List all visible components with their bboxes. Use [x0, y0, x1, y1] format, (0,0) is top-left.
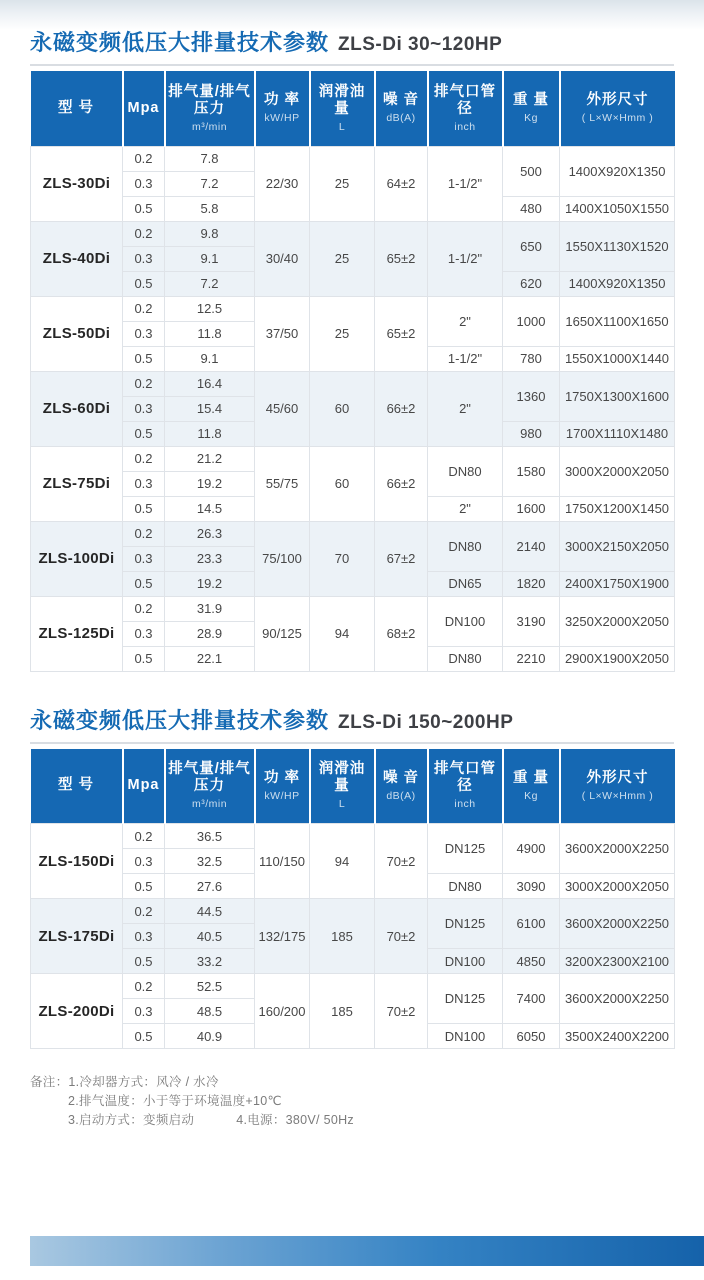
column-header-unit: inch — [454, 120, 476, 133]
dims-cell: 1750X1300X1600 — [560, 371, 675, 421]
column-header-label: Mpa — [127, 777, 160, 794]
oil-cell: 25 — [310, 221, 375, 296]
mpa-cell: 0.3 — [123, 396, 165, 421]
capacity-cell: 36.5 — [165, 824, 255, 849]
dims-cell: 1650X1100X1650 — [560, 296, 675, 346]
column-header — [310, 71, 375, 146]
column-header — [310, 749, 375, 824]
spec-row — [31, 596, 675, 621]
note-text: 3.启动方式：变频启动 — [68, 1113, 195, 1127]
dims-cell: 3000X2000X2050 — [560, 446, 675, 496]
capacity-cell: 21.2 — [165, 446, 255, 471]
oil-cell: 185 — [310, 899, 375, 974]
mpa-cell: 0.5 — [123, 874, 165, 899]
column-header — [123, 749, 165, 824]
capacity-cell: 9.8 — [165, 221, 255, 246]
mpa-cell: 0.3 — [123, 999, 165, 1024]
column-header-label: 润滑油量 — [318, 83, 366, 117]
column-header-label: 噪 音 — [382, 769, 420, 786]
mpa-cell: 0.5 — [123, 271, 165, 296]
column-header-unit: ( L×W×Hmm ) — [581, 112, 654, 125]
oil-cell: 60 — [310, 371, 375, 446]
capacity-cell: 40.9 — [165, 1024, 255, 1049]
weight-cell: 1600 — [503, 496, 560, 521]
column-header-label: 功 率 — [263, 92, 301, 109]
dims-cell: 1750X1200X1450 — [560, 496, 675, 521]
mpa-cell: 0.3 — [123, 849, 165, 874]
pipe-cell: DN125 — [428, 974, 503, 1024]
weight-cell: 6100 — [503, 899, 560, 949]
mpa-cell: 0.5 — [123, 196, 165, 221]
dims-cell: 1700X1110X1480 — [560, 421, 675, 446]
column-header — [255, 749, 310, 824]
column-header-unit: kW/HP — [264, 789, 300, 802]
spec-row — [31, 296, 675, 321]
model-cell: ZLS-30Di — [31, 146, 123, 221]
oil-cell: 94 — [310, 596, 375, 671]
spec-row — [31, 521, 675, 546]
power-cell: 45/60 — [255, 371, 310, 446]
power-cell: 37/50 — [255, 296, 310, 371]
power-cell: 22/30 — [255, 146, 310, 221]
column-header-label: 重 量 — [512, 769, 550, 786]
capacity-cell: 22.1 — [165, 646, 255, 671]
power-cell: 90/125 — [255, 596, 310, 671]
pipe-cell: 2" — [428, 371, 503, 446]
section-title — [30, 704, 674, 735]
column-header — [123, 71, 165, 146]
column-header-unit: m³/min — [191, 120, 228, 133]
dims-cell: 1400X1050X1550 — [560, 196, 675, 221]
weight-cell: 780 — [503, 346, 560, 371]
column-header-label: 型 号 — [57, 777, 95, 794]
capacity-cell: 7.2 — [165, 171, 255, 196]
weight-cell: 480 — [503, 196, 560, 221]
noise-cell: 70±2 — [375, 974, 428, 1049]
dims-cell: 1550X1130X1520 — [560, 221, 675, 271]
capacity-cell: 23.3 — [165, 546, 255, 571]
weight-cell: 7400 — [503, 974, 560, 1024]
column-header — [503, 749, 560, 824]
capacity-cell: 7.8 — [165, 146, 255, 171]
capacity-cell: 9.1 — [165, 246, 255, 271]
capacity-cell: 15.4 — [165, 396, 255, 421]
column-header-unit: Kg — [524, 112, 538, 125]
pipe-cell: DN100 — [428, 1024, 503, 1049]
section-title-cn: 永磁变频低压大排量技术参数 — [30, 707, 330, 733]
title-divider — [30, 64, 674, 66]
noise-cell: 65±2 — [375, 221, 428, 296]
oil-cell: 60 — [310, 446, 375, 521]
dims-cell: 2400X1750X1900 — [560, 571, 675, 596]
spec-row — [31, 221, 675, 246]
dims-cell: 1400X920X1350 — [560, 271, 675, 296]
notes-prefix: 备注： — [30, 1075, 69, 1089]
noise-cell: 66±2 — [375, 446, 428, 521]
column-header-unit: Kg — [524, 789, 538, 802]
mpa-cell: 0.2 — [123, 221, 165, 246]
noise-cell: 70±2 — [375, 899, 428, 974]
column-header-unit: inch — [454, 798, 476, 811]
mpa-cell: 0.5 — [123, 496, 165, 521]
section-title-en: ZLS-Di 150~200HP — [338, 711, 514, 733]
noise-cell: 70±2 — [375, 824, 428, 899]
model-cell: ZLS-50Di — [31, 296, 123, 371]
model-cell: ZLS-200Di — [31, 974, 123, 1049]
column-header-label: 型 号 — [57, 99, 95, 116]
power-cell: 160/200 — [255, 974, 310, 1049]
capacity-cell: 9.1 — [165, 346, 255, 371]
model-cell: ZLS-75Di — [31, 446, 123, 521]
weight-cell: 1000 — [503, 296, 560, 346]
dims-cell: 2900X1900X2050 — [560, 646, 675, 671]
column-header — [31, 71, 123, 146]
pipe-cell: 2" — [428, 296, 503, 346]
capacity-cell: 5.8 — [165, 196, 255, 221]
weight-cell: 620 — [503, 271, 560, 296]
column-header — [165, 71, 255, 146]
dims-cell: 3200X2300X2100 — [560, 949, 675, 974]
column-header-label: Mpa — [127, 99, 160, 116]
pipe-cell: DN125 — [428, 899, 503, 949]
spec-row — [31, 371, 675, 396]
header-row — [31, 71, 675, 146]
oil-cell: 25 — [310, 146, 375, 221]
capacity-cell: 11.8 — [165, 321, 255, 346]
capacity-cell: 12.5 — [165, 296, 255, 321]
dims-cell: 3250X2000X2050 — [560, 596, 675, 646]
spec-table-150-200hp — [30, 749, 675, 1050]
mpa-cell: 0.5 — [123, 346, 165, 371]
column-header-label: 排气量/排气压力 — [168, 83, 251, 117]
section-title-en: ZLS-Di 30~120HP — [338, 34, 503, 55]
pipe-cell: DN100 — [428, 949, 503, 974]
column-header-unit: dB(A) — [386, 789, 416, 802]
capacity-cell: 16.4 — [165, 371, 255, 396]
capacity-cell: 14.5 — [165, 496, 255, 521]
column-header-unit: ( L×W×Hmm ) — [581, 789, 654, 802]
capacity-cell: 19.2 — [165, 571, 255, 596]
column-header — [255, 71, 310, 146]
pipe-cell: 1-1/2" — [428, 221, 503, 296]
weight-cell: 6050 — [503, 1024, 560, 1049]
note-text: 1.冷却器方式：风冷 / 水冷 — [68, 1075, 219, 1089]
spec-row — [31, 824, 675, 849]
mpa-cell: 0.2 — [123, 446, 165, 471]
spec-row — [31, 974, 675, 999]
pipe-cell: DN80 — [428, 646, 503, 671]
mpa-cell: 0.3 — [123, 246, 165, 271]
column-header — [428, 71, 503, 146]
power-cell: 75/100 — [255, 521, 310, 596]
pipe-cell: DN80 — [428, 521, 503, 571]
noise-cell: 64±2 — [375, 146, 428, 221]
capacity-cell: 32.5 — [165, 849, 255, 874]
column-header-label: 功 率 — [263, 769, 301, 786]
oil-cell: 185 — [310, 974, 375, 1049]
capacity-cell: 40.5 — [165, 924, 255, 949]
mpa-cell: 0.2 — [123, 521, 165, 546]
column-header-unit: dB(A) — [386, 112, 416, 125]
oil-cell: 25 — [310, 296, 375, 371]
mpa-cell: 0.2 — [123, 899, 165, 924]
mpa-cell: 0.3 — [123, 471, 165, 496]
dims-cell: 3600X2000X2250 — [560, 824, 675, 874]
column-header-label: 重 量 — [512, 92, 550, 109]
mpa-cell: 0.5 — [123, 646, 165, 671]
mpa-cell: 0.3 — [123, 171, 165, 196]
spec-row — [31, 899, 675, 924]
mpa-cell: 0.3 — [123, 621, 165, 646]
notes — [30, 1073, 674, 1130]
mpa-cell: 0.2 — [123, 371, 165, 396]
column-header — [560, 749, 675, 824]
noise-cell: 67±2 — [375, 521, 428, 596]
column-header-label: 外形尺寸 — [586, 769, 649, 786]
note-line-2: 2.排气温度：小于等于环境温度+10℃ — [68, 1094, 282, 1108]
capacity-cell: 52.5 — [165, 974, 255, 999]
weight-cell: 1820 — [503, 571, 560, 596]
weight-cell: 3090 — [503, 874, 560, 899]
dims-cell: 1400X920X1350 — [560, 146, 675, 196]
capacity-cell: 27.6 — [165, 874, 255, 899]
mpa-cell: 0.3 — [123, 321, 165, 346]
model-cell: ZLS-40Di — [31, 221, 123, 296]
dims-cell: 3500X2400X2200 — [560, 1024, 675, 1049]
column-header — [375, 71, 428, 146]
column-header — [560, 71, 675, 146]
model-cell: ZLS-60Di — [31, 371, 123, 446]
column-header-label: 润滑油量 — [318, 761, 366, 795]
title-divider — [30, 742, 674, 744]
column-header-label: 噪 音 — [382, 92, 420, 109]
spec-row — [31, 446, 675, 471]
weight-cell: 4850 — [503, 949, 560, 974]
capacity-cell: 26.3 — [165, 521, 255, 546]
column-header — [375, 749, 428, 824]
noise-cell: 68±2 — [375, 596, 428, 671]
section-150-200hp — [30, 704, 674, 1050]
spec-table-30-120hp — [30, 71, 675, 672]
column-header-unit: kW/HP — [264, 112, 300, 125]
column-header — [31, 749, 123, 824]
model-cell: ZLS-150Di — [31, 824, 123, 899]
column-header-label: 排气口管径 — [434, 83, 496, 117]
dims-cell: 1550X1000X1440 — [560, 346, 675, 371]
model-cell: ZLS-100Di — [31, 521, 123, 596]
mpa-cell: 0.2 — [123, 974, 165, 999]
note-line-1 — [30, 1073, 674, 1092]
capacity-cell: 19.2 — [165, 471, 255, 496]
oil-cell: 94 — [310, 824, 375, 899]
column-header — [165, 749, 255, 824]
weight-cell: 4900 — [503, 824, 560, 874]
mpa-cell: 0.2 — [123, 146, 165, 171]
mpa-cell: 0.5 — [123, 421, 165, 446]
spec-row — [31, 146, 675, 171]
section-title-cn: 永磁变频低压大排量技术参数 — [30, 30, 330, 55]
mpa-cell: 0.3 — [123, 924, 165, 949]
mpa-cell: 0.2 — [123, 824, 165, 849]
power-cell: 132/175 — [255, 899, 310, 974]
pipe-cell: DN100 — [428, 596, 503, 646]
noise-cell: 65±2 — [375, 296, 428, 371]
section-title — [30, 26, 674, 57]
weight-cell: 1580 — [503, 446, 560, 496]
model-cell: ZLS-125Di — [31, 596, 123, 671]
model-cell: ZLS-175Di — [31, 899, 123, 974]
dims-cell: 3600X2000X2250 — [560, 899, 675, 949]
weight-cell: 3190 — [503, 596, 560, 646]
mpa-cell: 0.5 — [123, 571, 165, 596]
mpa-cell: 0.2 — [123, 296, 165, 321]
header-row — [31, 749, 675, 824]
column-header-unit: L — [338, 798, 346, 811]
power-cell: 30/40 — [255, 221, 310, 296]
weight-cell: 500 — [503, 146, 560, 196]
weight-cell: 2140 — [503, 521, 560, 571]
note-line-3 — [30, 1111, 674, 1130]
mpa-cell: 0.2 — [123, 596, 165, 621]
weight-cell: 2210 — [503, 646, 560, 671]
pipe-cell: 2" — [428, 496, 503, 521]
noise-cell: 66±2 — [375, 371, 428, 446]
mpa-cell: 0.3 — [123, 546, 165, 571]
footer-accent-bar — [30, 1236, 704, 1266]
pipe-cell: 1-1/2" — [428, 146, 503, 221]
section-30-120hp — [30, 26, 674, 672]
mpa-cell: 0.5 — [123, 1024, 165, 1049]
power-cell: 55/75 — [255, 446, 310, 521]
column-header-label: 排气口管径 — [434, 761, 496, 795]
capacity-cell: 48.5 — [165, 999, 255, 1024]
pipe-cell: 1-1/2" — [428, 346, 503, 371]
note-text: 4.电源：380V/ 50Hz — [236, 1113, 354, 1127]
pipe-cell: DN80 — [428, 446, 503, 496]
mpa-cell: 0.5 — [123, 949, 165, 974]
power-cell: 110/150 — [255, 824, 310, 899]
weight-cell: 650 — [503, 221, 560, 271]
column-header-label: 排气量/排气压力 — [168, 761, 251, 795]
capacity-cell: 28.9 — [165, 621, 255, 646]
weight-cell: 1360 — [503, 371, 560, 421]
pipe-cell: DN65 — [428, 571, 503, 596]
column-header — [428, 749, 503, 824]
capacity-cell: 44.5 — [165, 899, 255, 924]
dims-cell: 3000X2000X2050 — [560, 874, 675, 899]
weight-cell: 980 — [503, 421, 560, 446]
column-header-label: 外形尺寸 — [586, 92, 649, 109]
capacity-cell: 33.2 — [165, 949, 255, 974]
dims-cell: 3000X2150X2050 — [560, 521, 675, 571]
capacity-cell: 7.2 — [165, 271, 255, 296]
oil-cell: 70 — [310, 521, 375, 596]
pipe-cell: DN125 — [428, 824, 503, 874]
column-header — [503, 71, 560, 146]
column-header-unit: m³/min — [191, 798, 228, 811]
capacity-cell: 31.9 — [165, 596, 255, 621]
column-header-unit: L — [338, 120, 346, 133]
pipe-cell: DN80 — [428, 874, 503, 899]
capacity-cell: 11.8 — [165, 421, 255, 446]
dims-cell: 3600X2000X2250 — [560, 974, 675, 1024]
